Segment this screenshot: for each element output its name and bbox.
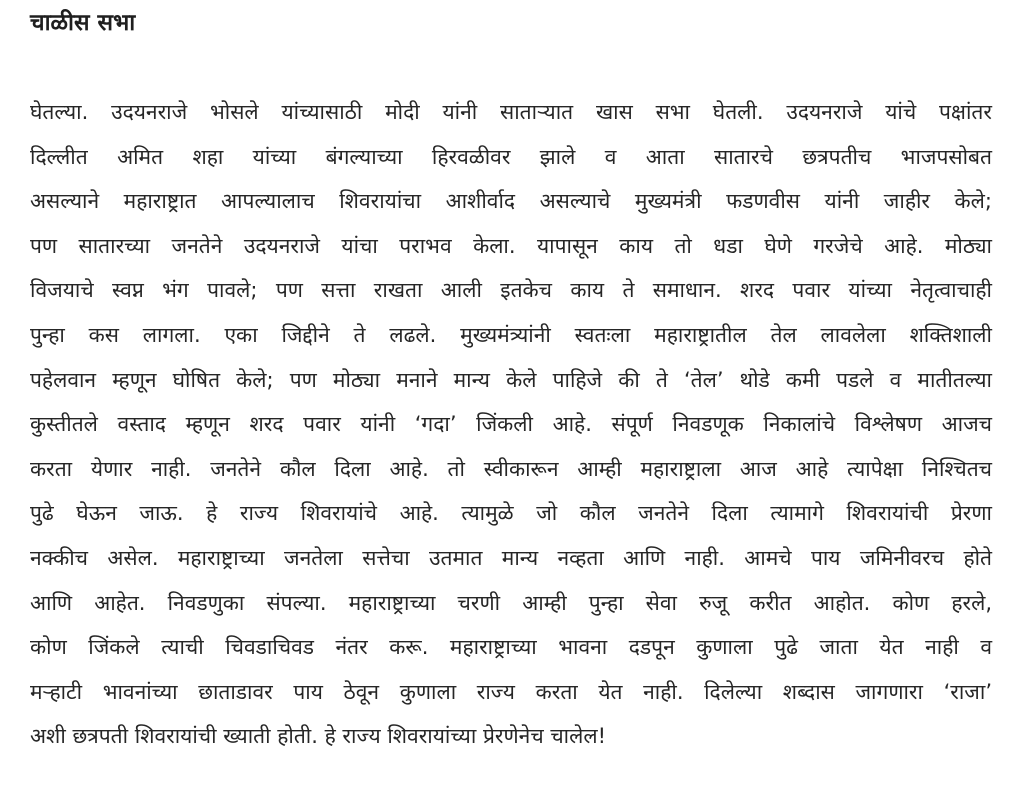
paragraph-line: अशी छत्रपती शिवरायांची ख्याती होती. हे राज्य शिवरायांच्या प्रेरणेनेच चालेल!: [30, 724, 607, 749]
paragraph-line: दिल्लीत अमित शहा यांच्या बंगल्याच्या हिरवळीवर झाले व आता सातारचे छत्रपतीच भाजपसोबत: [30, 144, 992, 169]
paragraph-line: नक्कीच असेल. महाराष्ट्राच्या जनतेला सत्तेचा उतमात मान्य नव्हता आणि नाही. आमचे पाय जमिनीवरच होते: [30, 545, 992, 570]
paragraph-line: करता येणार नाही. जनतेने कौल दिला आहे. तो स्वीकारून आम्ही महाराष्ट्राला आज आहे त्यापेक्षा निश्चितच: [30, 456, 992, 481]
paragraph-line: आणि आहेत. निवडणुका संपल्या. महाराष्ट्राच्या चरणी आम्ही पुन्हा सेवा रुजू करीत आहोत. कोण हरले,: [30, 590, 992, 615]
paragraph-line: कोण जिंकले त्याची चिवडाचिवड नंतर करू. महाराष्ट्राच्या भावना दडपून कुणाला पुढे जाता येत नाही व: [30, 635, 992, 660]
article: [30, 8, 992, 749]
paragraph-line: पण सातारच्या जनतेने उदयनराजे यांचा पराभव केला. यापासून काय तो धडा घेणे गरजेचे आहे. मोठ्या: [30, 233, 992, 258]
paragraph-line: पुढे घेऊन जाऊ. हे राज्य शिवरायांचे आहे. त्यामुळे जो कौल जनतेने दिला त्यामागे शिवरायांची प्रेरणा: [30, 501, 992, 526]
paragraph-line: घेतल्या. उदयनराजे भोसले यांच्यासाठी मोदी यांनी साताऱ्यात खास सभा घेतली. उदयनराजे यांचे पक्षांतर: [30, 100, 992, 124]
paragraph-line: पुन्हा कस लागला. एका जिद्दीने ते लढले. मुख्यमंत्र्यांनी स्वतःला महाराष्ट्रातील तेल लावलेला शक्तिशाली: [30, 322, 992, 347]
paragraph-line: असल्याने महाराष्ट्रात आपल्यालाच शिवरायांचा आशीर्वाद असल्याचे मुख्यमंत्री फडणवीस यांनी जाहीर केले;: [30, 189, 992, 214]
paragraph-line: विजयाचे स्वप्न भंग पावले; पण सत्ता राखता आली इतकेच काय ते समाधान. शरद पवार यांच्या नेतृत्वाचाही: [30, 278, 992, 303]
paragraph-line: पहेलवान म्हणून घोषित केले; पण मोठ्या मनाने मान्य केले पाहिजे की ते ‘तेल’ थोडे कमी पडले व मातीतल्या: [30, 367, 992, 392]
paragraph-line: कुस्तीतले वस्ताद म्हणून शरद पवार यांनी ‘गदा’ जिंकली आहे. संपूर्ण निवडणूक निकालांचे विश्लेषण आजच: [30, 412, 992, 437]
article-paragraph: [30, 90, 992, 759]
section-heading: चाळीस सभा: [30, 10, 136, 36]
paragraph-line: मऱ्हाटी भावनांच्या छाताडावर पाय ठेवून कुणाला राज्य करता येत नाही. दिलेल्या शब्दास जागणारा ‘राजा’: [30, 679, 992, 704]
